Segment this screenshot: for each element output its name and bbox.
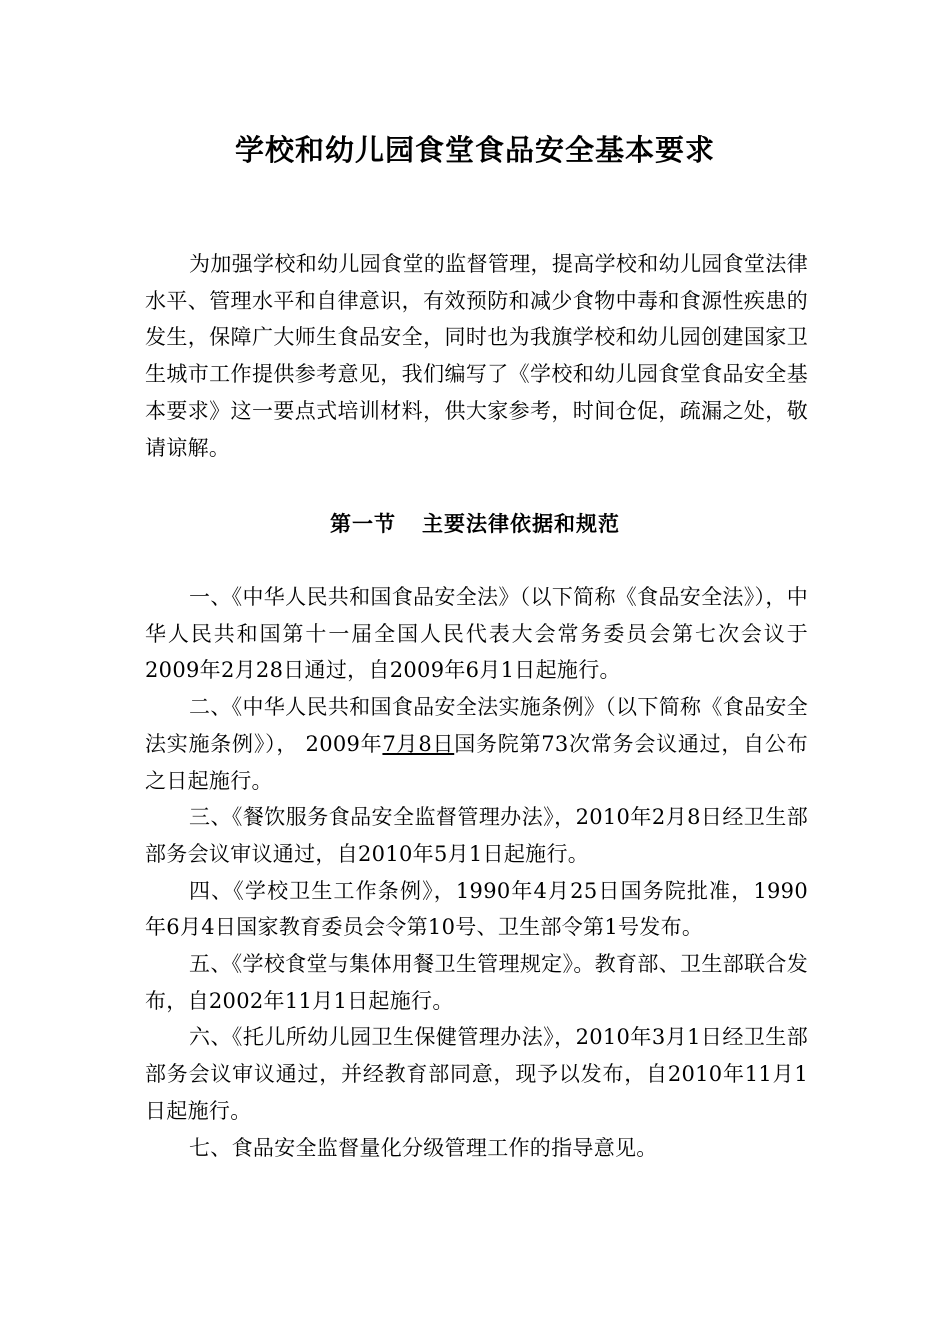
law-item-7 [145,1130,808,1167]
law-item-text: 三、《餐饮服务食品安全监督管理办法》，2010年2月8日经卫生部部务会议审议通过，自2010年5月1日起施行。 [145,805,808,866]
document-title: 学校和幼儿园食堂食品安全基本要求 [234,133,715,167]
law-item-text: 一、《中华人民共和国食品安全法》（以下简称《食品安全法》），中华人民共和国第十一届全国人民代表大会常务委员会第七次会议于2009年2月28日通过，自2009年6月1日起施行。 [145,585,808,683]
law-item-text: 五、《学校食堂与集体用餐卫生管理规定》。教育部、卫生部联合发布，自2002年11月1日起施行。 [145,952,808,1013]
section-title: 主要法律依据和规范 [422,511,620,536]
intro-paragraph: 为加强学校和幼儿园食堂的监督管理，提高学校和幼儿园食堂法律水平、管理水平和自律意识，有效预防和减少食物中毒和食源性疾患的发生，保障广大师生食品安全，同时也为我旗学校和幼儿园创建国家卫生城市工作提供参考意见，我们编写了《学校和幼儿园食堂食品安全基本要求》这一要点式培训材料，供大家参考，时间仓促，疏漏之处，敬请谅解。 [145,252,808,460]
section-number: 第一节 [330,511,396,536]
law-item-5 [145,946,808,1019]
law-item-text-before: 二、《中华人民共和国食品安全法实施条例》（以下简称《食品安全法实施条例》）， 2009年 [145,695,808,756]
law-item-3 [145,799,808,872]
law-item-text-after: 国务院第73次常务会议通过，自公布之日起施行。 [145,731,808,793]
law-item-2 [145,689,808,799]
law-item-4 [145,873,808,946]
law-item-text: 四、《学校卫生工作条例》，1990年4月25日国务院批准，1990年6月4日国家教育委员会令第10号、卫生部令第1号发布。 [145,878,808,940]
law-item-text: 七、食品安全监督量化分级管理工作的指导意见。 [189,1135,658,1160]
law-item-date-underlined: 7月8日 [382,731,455,756]
law-list [145,579,808,1166]
law-item-text: 六、《托儿所幼儿园卫生保健管理办法》，2010年3月1日经卫生部部务会议审议通过，并经教育部同意，现予以发布，自2010年11月1日起施行。 [145,1025,808,1123]
section-heading [0,508,950,538]
law-item-6 [145,1019,808,1129]
law-item-1 [145,579,808,689]
